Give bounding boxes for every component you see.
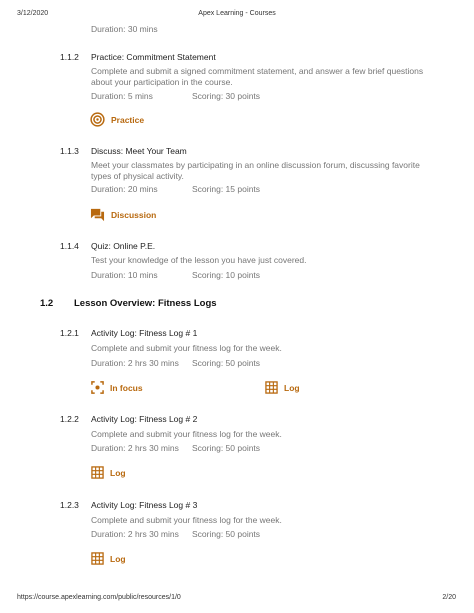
item-scoring: Scoring: 50 points: [192, 529, 261, 539]
item-description: Meet your classmates by participating in an online discussion forum, discussing favorite types of physical activity.: [91, 160, 420, 181]
item-scoring: Scoring: 50 points: [192, 443, 261, 453]
in-focus-link[interactable]: [91, 381, 143, 394]
practice-link-label: Practice: [111, 114, 145, 125]
practice-link[interactable]: [90, 112, 144, 127]
section-title: Lesson Overview: Fitness Logs: [74, 298, 217, 309]
item-number: 1.2.3: [60, 500, 79, 510]
item-meta: [91, 184, 261, 194]
log-grid-icon: [265, 381, 278, 394]
item-meta: [91, 529, 261, 539]
log-link[interactable]: [265, 381, 300, 394]
page-number: 2/20: [442, 594, 456, 601]
item-title: Activity Log: Fitness Log # 2: [91, 414, 198, 424]
discussion-link-label: Discussion: [111, 210, 157, 220]
item-description: Test your knowledge of the lesson you have just covered.: [91, 255, 307, 265]
item-meta: [91, 270, 261, 280]
item-title: Quiz: Online P.E.: [91, 241, 156, 251]
log-link-label: Log: [284, 382, 300, 393]
section-number: 1.2: [40, 298, 54, 309]
item-duration: Duration: 2 hrs 30 mins: [91, 529, 179, 539]
focus-frame-icon: [91, 381, 104, 394]
item-description: Complete and submit a signed commitment statement, and answer a few brief questions about your participation in the course.: [91, 66, 424, 87]
item-number: 1.2.1: [60, 328, 79, 338]
item-scoring: Scoring: 15 points: [192, 184, 261, 194]
item-description: Complete and submit your fitness log for the week.: [91, 343, 282, 353]
item-duration: Duration: 5 mins: [91, 91, 153, 101]
prev-item-duration: Duration: 30 mins: [91, 24, 158, 34]
practice-target-icon: [90, 112, 105, 127]
item-scoring: Scoring: 10 points: [192, 270, 261, 280]
item-duration: Duration: 2 hrs 30 mins: [91, 358, 179, 368]
log-link[interactable]: [91, 466, 126, 479]
item-title: Discuss: Meet Your Team: [91, 146, 187, 156]
item-duration: Duration: 20 mins: [91, 184, 158, 194]
item-title: Practice: Commitment Statement: [91, 52, 216, 62]
item-number: 1.1.2: [60, 52, 79, 62]
item-description: Complete and submit your fitness log for the week.: [91, 515, 282, 525]
item-meta: [91, 91, 261, 101]
discussion-bubbles-icon: [90, 208, 105, 222]
log-link-label: Log: [110, 553, 126, 564]
item-description: Complete and submit your fitness log for the week.: [91, 429, 282, 439]
in-focus-link-label: In focus: [110, 382, 143, 393]
print-url: https://course.apexlearning.com/public/resources/1/0: [17, 594, 181, 601]
print-title: Apex Learning - Courses: [198, 10, 276, 17]
item-number: 1.1.3: [60, 146, 79, 156]
log-grid-icon: [91, 466, 104, 479]
item-meta: [91, 443, 261, 453]
item-scoring: Scoring: 30 points: [192, 91, 261, 101]
item-duration: Duration: 10 mins: [91, 270, 158, 280]
item-duration: Duration: 2 hrs 30 mins: [91, 443, 179, 453]
log-grid-icon: [91, 552, 104, 565]
print-date: 3/12/2020: [17, 10, 49, 17]
item-meta: [91, 358, 261, 368]
item-scoring: Scoring: 50 points: [192, 358, 261, 368]
item-number: 1.2.2: [60, 414, 79, 424]
discussion-link[interactable]: [90, 208, 156, 222]
item-number: 1.1.4: [60, 241, 79, 251]
item-title: Activity Log: Fitness Log # 3: [91, 500, 198, 510]
log-link[interactable]: [91, 552, 126, 565]
item-title: Activity Log: Fitness Log # 1: [91, 328, 198, 338]
log-link-label: Log: [110, 467, 126, 478]
